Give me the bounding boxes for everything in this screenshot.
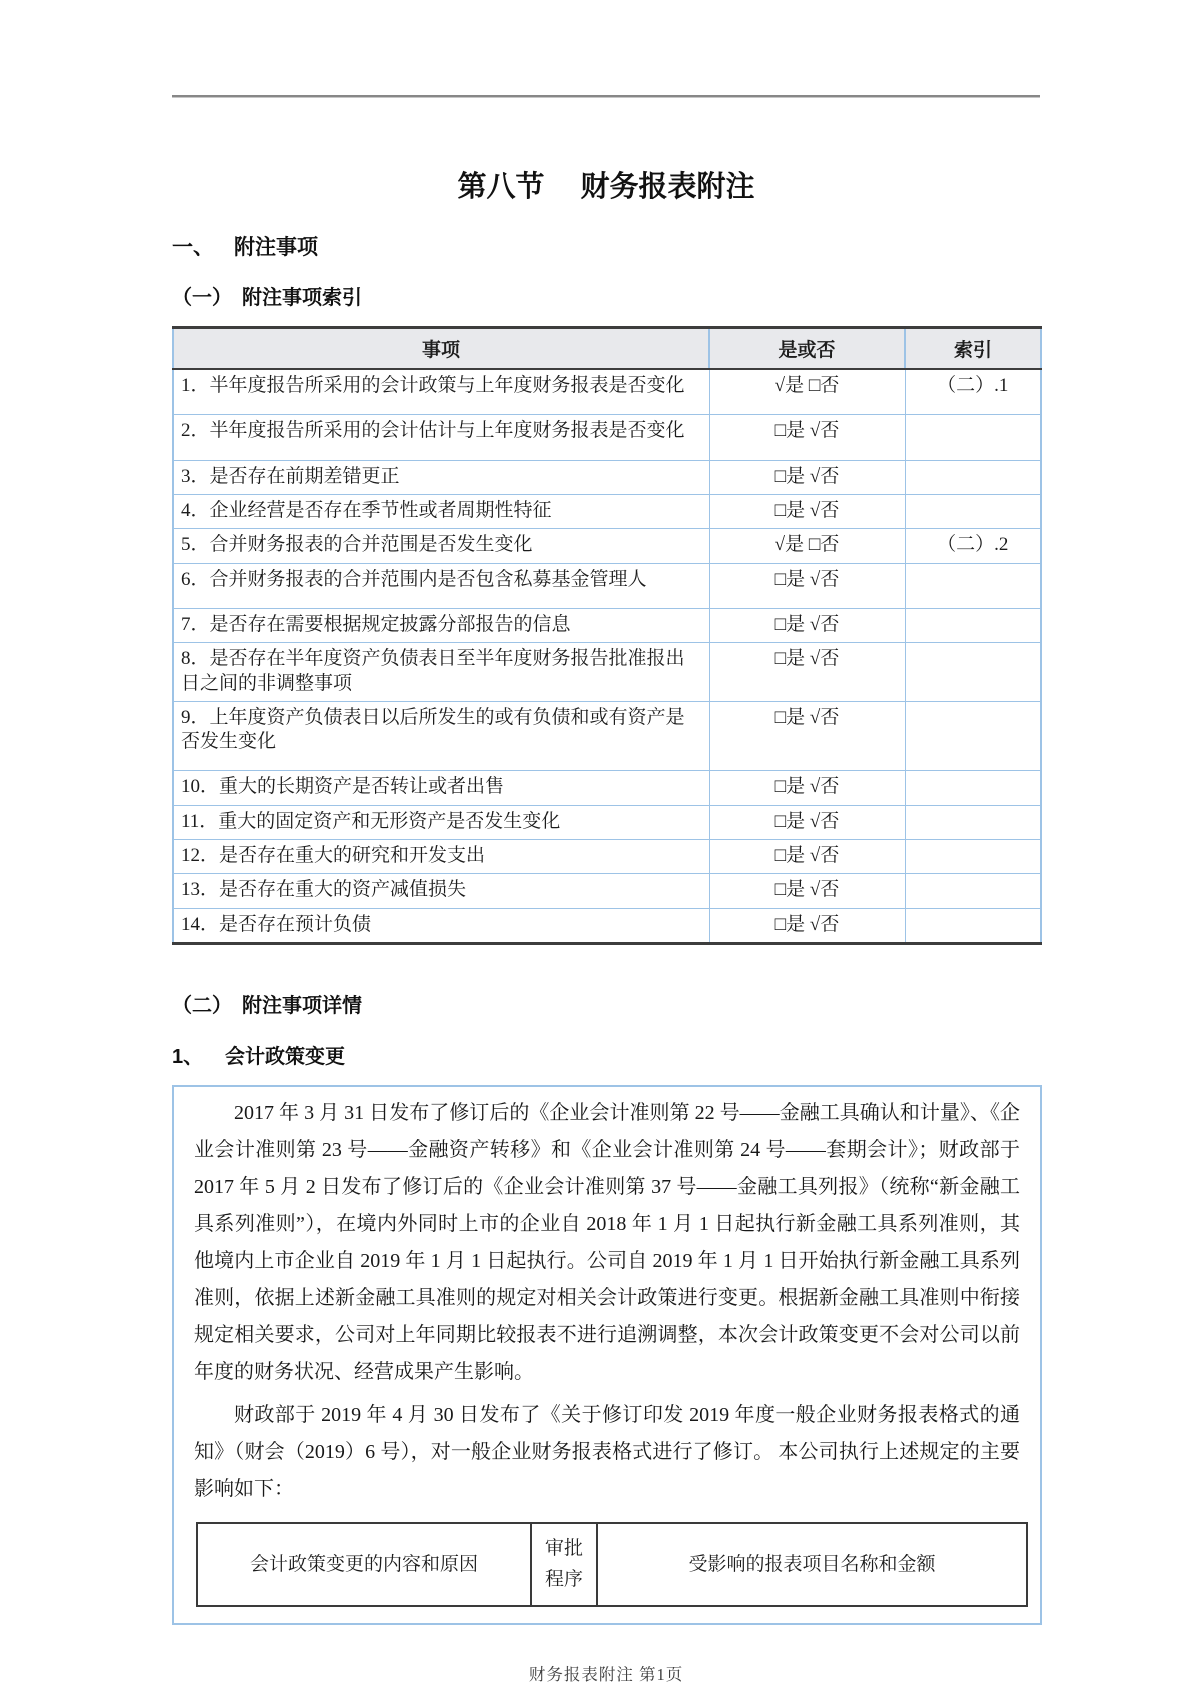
choice-cell: √是 □否 bbox=[709, 369, 905, 415]
item-cell: 14．是否存在预计负债 bbox=[173, 908, 709, 943]
policy-change-paragraph-2: 财政部于 2019 年 4 月 30 日发布了《关于修订印发 2019 年度一般企业财务报表格式的通知》（财会（2019）6 号），对一般企业财务报表格式进行了修订。 本公司执行上述规定的主要影响如下： bbox=[194, 1404, 1020, 1500]
heading-label: 附注事项详情 bbox=[242, 995, 362, 1017]
column-header-affected-items: 受影响的报表项目名称和金额 bbox=[597, 1523, 1027, 1606]
choice-cell: □是 √否 bbox=[709, 563, 905, 608]
choice-cell: □是 √否 bbox=[709, 608, 905, 642]
item-cell: 8．是否存在半年度资产负债表日至半年度财务报告批准报出日之间的非调整事项 bbox=[173, 643, 709, 702]
choice-cell: □是 √否 bbox=[709, 840, 905, 874]
header-rule bbox=[172, 95, 1040, 98]
index-cell bbox=[905, 874, 1041, 908]
index-cell: （二）.1 bbox=[905, 369, 1041, 415]
table-header-row bbox=[197, 1523, 1027, 1606]
table-row bbox=[173, 908, 1041, 943]
table-header-row bbox=[173, 328, 1041, 370]
index-cell bbox=[905, 643, 1041, 702]
index-cell bbox=[905, 805, 1041, 839]
index-cell bbox=[905, 415, 1041, 460]
index-cell bbox=[905, 460, 1041, 494]
table-row bbox=[173, 701, 1041, 771]
item-cell: 12．是否存在重大的研究和开发支出 bbox=[173, 840, 709, 874]
table-row bbox=[173, 840, 1041, 874]
index-cell bbox=[905, 608, 1041, 642]
table-row bbox=[173, 369, 1041, 415]
item-cell: 5．合并财务报表的合并范围是否发生变化 bbox=[173, 529, 709, 563]
item-cell: 4．企业经营是否存在季节性或者周期性特征 bbox=[173, 494, 709, 528]
heading-label: 附注事项 bbox=[234, 236, 318, 259]
choice-cell: □是 √否 bbox=[709, 805, 905, 839]
table-row bbox=[173, 415, 1041, 460]
index-cell bbox=[905, 771, 1041, 805]
heading-number: （一） bbox=[172, 287, 232, 309]
choice-cell: □是 √否 bbox=[709, 908, 905, 943]
choice-cell: □是 √否 bbox=[709, 460, 905, 494]
page-title bbox=[172, 164, 1040, 205]
column-header-change-content: 会计政策变更的内容和原因 bbox=[197, 1523, 531, 1606]
index-cell bbox=[905, 563, 1041, 608]
index-cell bbox=[905, 494, 1041, 528]
heading-number: （二） bbox=[172, 995, 232, 1017]
index-cell bbox=[905, 908, 1041, 943]
heading-label: 会计政策变更 bbox=[225, 1046, 345, 1068]
column-header-approval: 审批程序 bbox=[531, 1523, 597, 1606]
item-cell: 3．是否存在前期差错更正 bbox=[173, 460, 709, 494]
page-footer: 财务报表附注 第1页 bbox=[528, 1664, 684, 1684]
item-cell: 10．重大的长期资产是否转让或者出售 bbox=[173, 771, 709, 805]
column-header-choice: 是或否 bbox=[709, 328, 905, 370]
heading-number: 一、 bbox=[172, 236, 214, 259]
table-row bbox=[173, 563, 1041, 608]
page-title-text: 财务报表附注 bbox=[580, 171, 755, 203]
choice-cell: □是 √否 bbox=[709, 494, 905, 528]
notes-index-table bbox=[172, 326, 1042, 945]
choice-cell: □是 √否 bbox=[709, 701, 905, 771]
heading-accounting-policy-change bbox=[172, 1040, 1040, 1069]
table-row bbox=[173, 460, 1041, 494]
item-cell: 1．半年度报告所采用的会计政策与上年度财务报表是否变化 bbox=[173, 369, 709, 415]
choice-cell: □是 √否 bbox=[709, 643, 905, 702]
choice-cell: □是 √否 bbox=[709, 874, 905, 908]
policy-change-table bbox=[196, 1522, 1028, 1607]
item-cell: 7．是否存在需要根据规定披露分部报告的信息 bbox=[173, 608, 709, 642]
table-row bbox=[173, 643, 1041, 702]
index-cell bbox=[905, 840, 1041, 874]
table-row bbox=[173, 771, 1041, 805]
table-row bbox=[173, 874, 1041, 908]
choice-cell: □是 √否 bbox=[709, 771, 905, 805]
heading-notes-items bbox=[172, 231, 1040, 261]
heading-number: 1、 bbox=[172, 1046, 204, 1068]
index-cell: （二）.2 bbox=[905, 529, 1041, 563]
policy-change-paragraph-1: 2017 年 3 月 31 日发布了修订后的《企业会计准则第 22 号——金融工具确认和计量》、《企业会计准则第 23 号——金融资产转移》和《企业会计准则第 24 号——套期会计》；财政部于 2017 年 5 月 2 日发布了修订后的《企业会计准则第 37 号——金融工具列报》（统称“新金融工具系列准则”），在境内外同时上市的企业自 2018 年 1 月 1 日起执行新金融工具系列准则，其他境内上市企业自 2019 年 1 月 1 日起执行。公司自 2019 年 1 月 1 日开始执行新金融工具系列准则，依据上述新金融工具准则的规定对相关会计政策进行变更。根据新金融工具准则中衔接规定相关要求，公司对上年同期比较报表不进行追溯调整，本次会计政策变更不会对公司以前年度的财务状况、经营成果产生影响。 bbox=[194, 1102, 1020, 1383]
heading-label: 附注事项索引 bbox=[242, 287, 362, 309]
page-content bbox=[172, 95, 1040, 1685]
column-header-index: 索引 bbox=[905, 328, 1041, 370]
item-cell: 11．重大的固定资产和无形资产是否发生变化 bbox=[173, 805, 709, 839]
heading-notes-index bbox=[172, 281, 1040, 310]
policy-change-details-box bbox=[172, 1085, 1042, 1625]
page-title-section: 第八节 bbox=[457, 171, 545, 203]
item-cell: 6．合并财务报表的合并范围内是否包含私募基金管理人 bbox=[173, 563, 709, 608]
heading-notes-details bbox=[172, 989, 1040, 1018]
table-row bbox=[173, 805, 1041, 839]
choice-cell: √是 □否 bbox=[709, 529, 905, 563]
table-row bbox=[173, 608, 1041, 642]
column-header-item: 事项 bbox=[173, 328, 709, 370]
table-row bbox=[173, 494, 1041, 528]
item-cell: 9．上年度资产负债表日以后所发生的或有负债和或有资产是否发生变化 bbox=[173, 701, 709, 771]
item-cell: 2．半年度报告所采用的会计估计与上年度财务报表是否变化 bbox=[173, 415, 709, 460]
index-cell bbox=[905, 701, 1041, 771]
item-cell: 13．是否存在重大的资产减值损失 bbox=[173, 874, 709, 908]
table-row bbox=[173, 529, 1041, 563]
choice-cell: □是 √否 bbox=[709, 415, 905, 460]
